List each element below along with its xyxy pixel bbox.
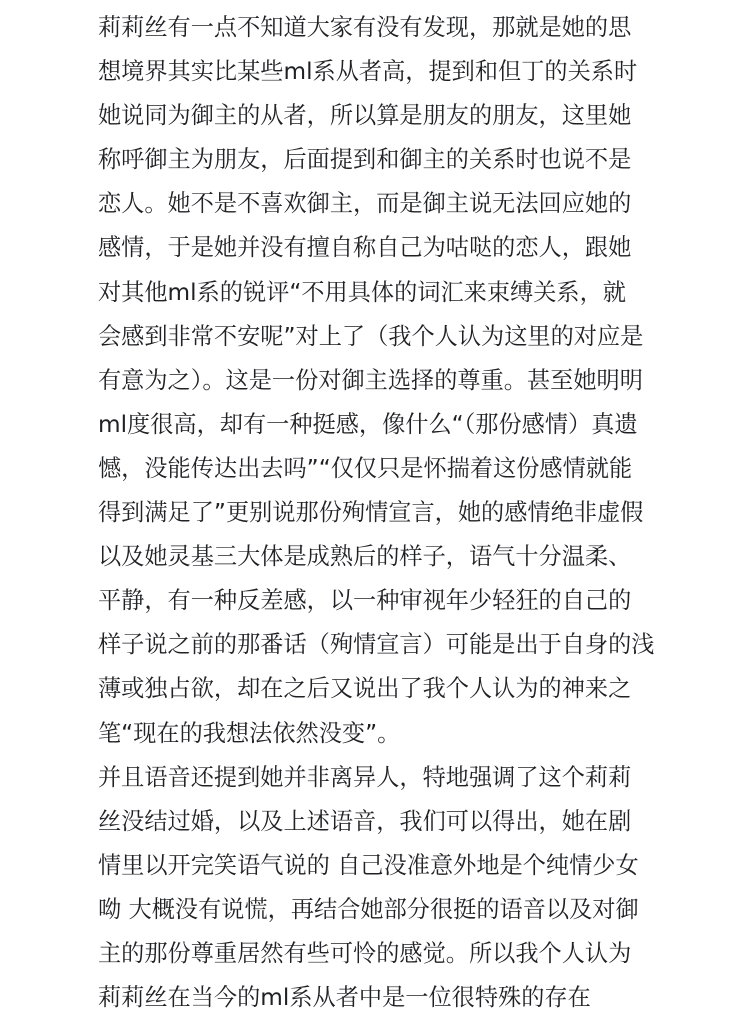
text-line-8: 会感到非常不安呢”对上了（我个人认为这里的对应是 bbox=[98, 322, 644, 350]
text-line-13: 以及她灵基三大体是成熟后的样子，语气十分温柔、 bbox=[98, 543, 632, 571]
text-line-4: 称呼御主为朋友，后面提到和御主的关系时也说不是 bbox=[98, 146, 632, 174]
text-line-10: ml度很高，却有一种挺感，像什么“（那份感情）真遗 bbox=[98, 410, 638, 438]
text-line-3: 她说同为御主的从者，所以算是朋友的朋友，这里她 bbox=[98, 102, 632, 130]
text-line-9: 有意为之）。这是一份对御主选择的尊重。甚至她明明 bbox=[98, 366, 643, 394]
text-line-21: 呦 大概没有说慌，再结合她部分很挺的语音以及对御 bbox=[98, 895, 639, 923]
text-line-15: 样子说之前的那番话（殉情宣言）可能是出于自身的浅 bbox=[98, 631, 655, 659]
text-line-23: 莉莉丝在当今的ml系从者中是一位很特殊的存在 bbox=[98, 984, 591, 1012]
text-line-16: 薄或独占欲，却在之后又说出了我个人认为的神来之 bbox=[98, 675, 632, 703]
text-line-2: 想境界其实比某些ml系从者高，提到和但丁的关系时 bbox=[98, 58, 638, 86]
text-line-19: 丝没结过婚，以及上述语音，我们可以得出，她在剧 bbox=[98, 807, 632, 835]
text-line-1: 莉莉丝有一点不知道大家有没有发现，那就是她的思 bbox=[98, 14, 632, 41]
text-line-18: 并且语音还提到她并非离异人，特地强调了这个莉莉 bbox=[98, 763, 632, 791]
article-text bbox=[98, 6, 694, 1020]
text-line-11: 憾，没能传达出去吗”“仅仅只是怀揣着这份感情就能 bbox=[98, 454, 633, 482]
text-line-22: 主的那份尊重居然有些可怜的感觉。所以我个人认为 bbox=[98, 939, 632, 967]
text-line-6: 感情，于是她并没有擅自称自己为咕哒的恋人，跟她 bbox=[98, 234, 632, 262]
text-line-14: 平静，有一种反差感，以一种审视年少轻狂的自己的 bbox=[98, 587, 632, 615]
text-line-20: 情里以开完笑语气说的 自己没准意外地是个纯情少女 bbox=[98, 851, 639, 879]
text-line-17: 笔“现在的我想法依然没变”。 bbox=[98, 719, 401, 747]
text-line-12: 得到满足了”更别说那份殉情宣言，她的感情绝非虚假 bbox=[98, 499, 644, 527]
text-line-7: 对其他ml系的锐评“不用具体的词汇来束缚关系，就 bbox=[98, 278, 626, 306]
text-line-5: 恋人。她不是不喜欢御主，而是御主说无法回应她的 bbox=[98, 190, 632, 218]
